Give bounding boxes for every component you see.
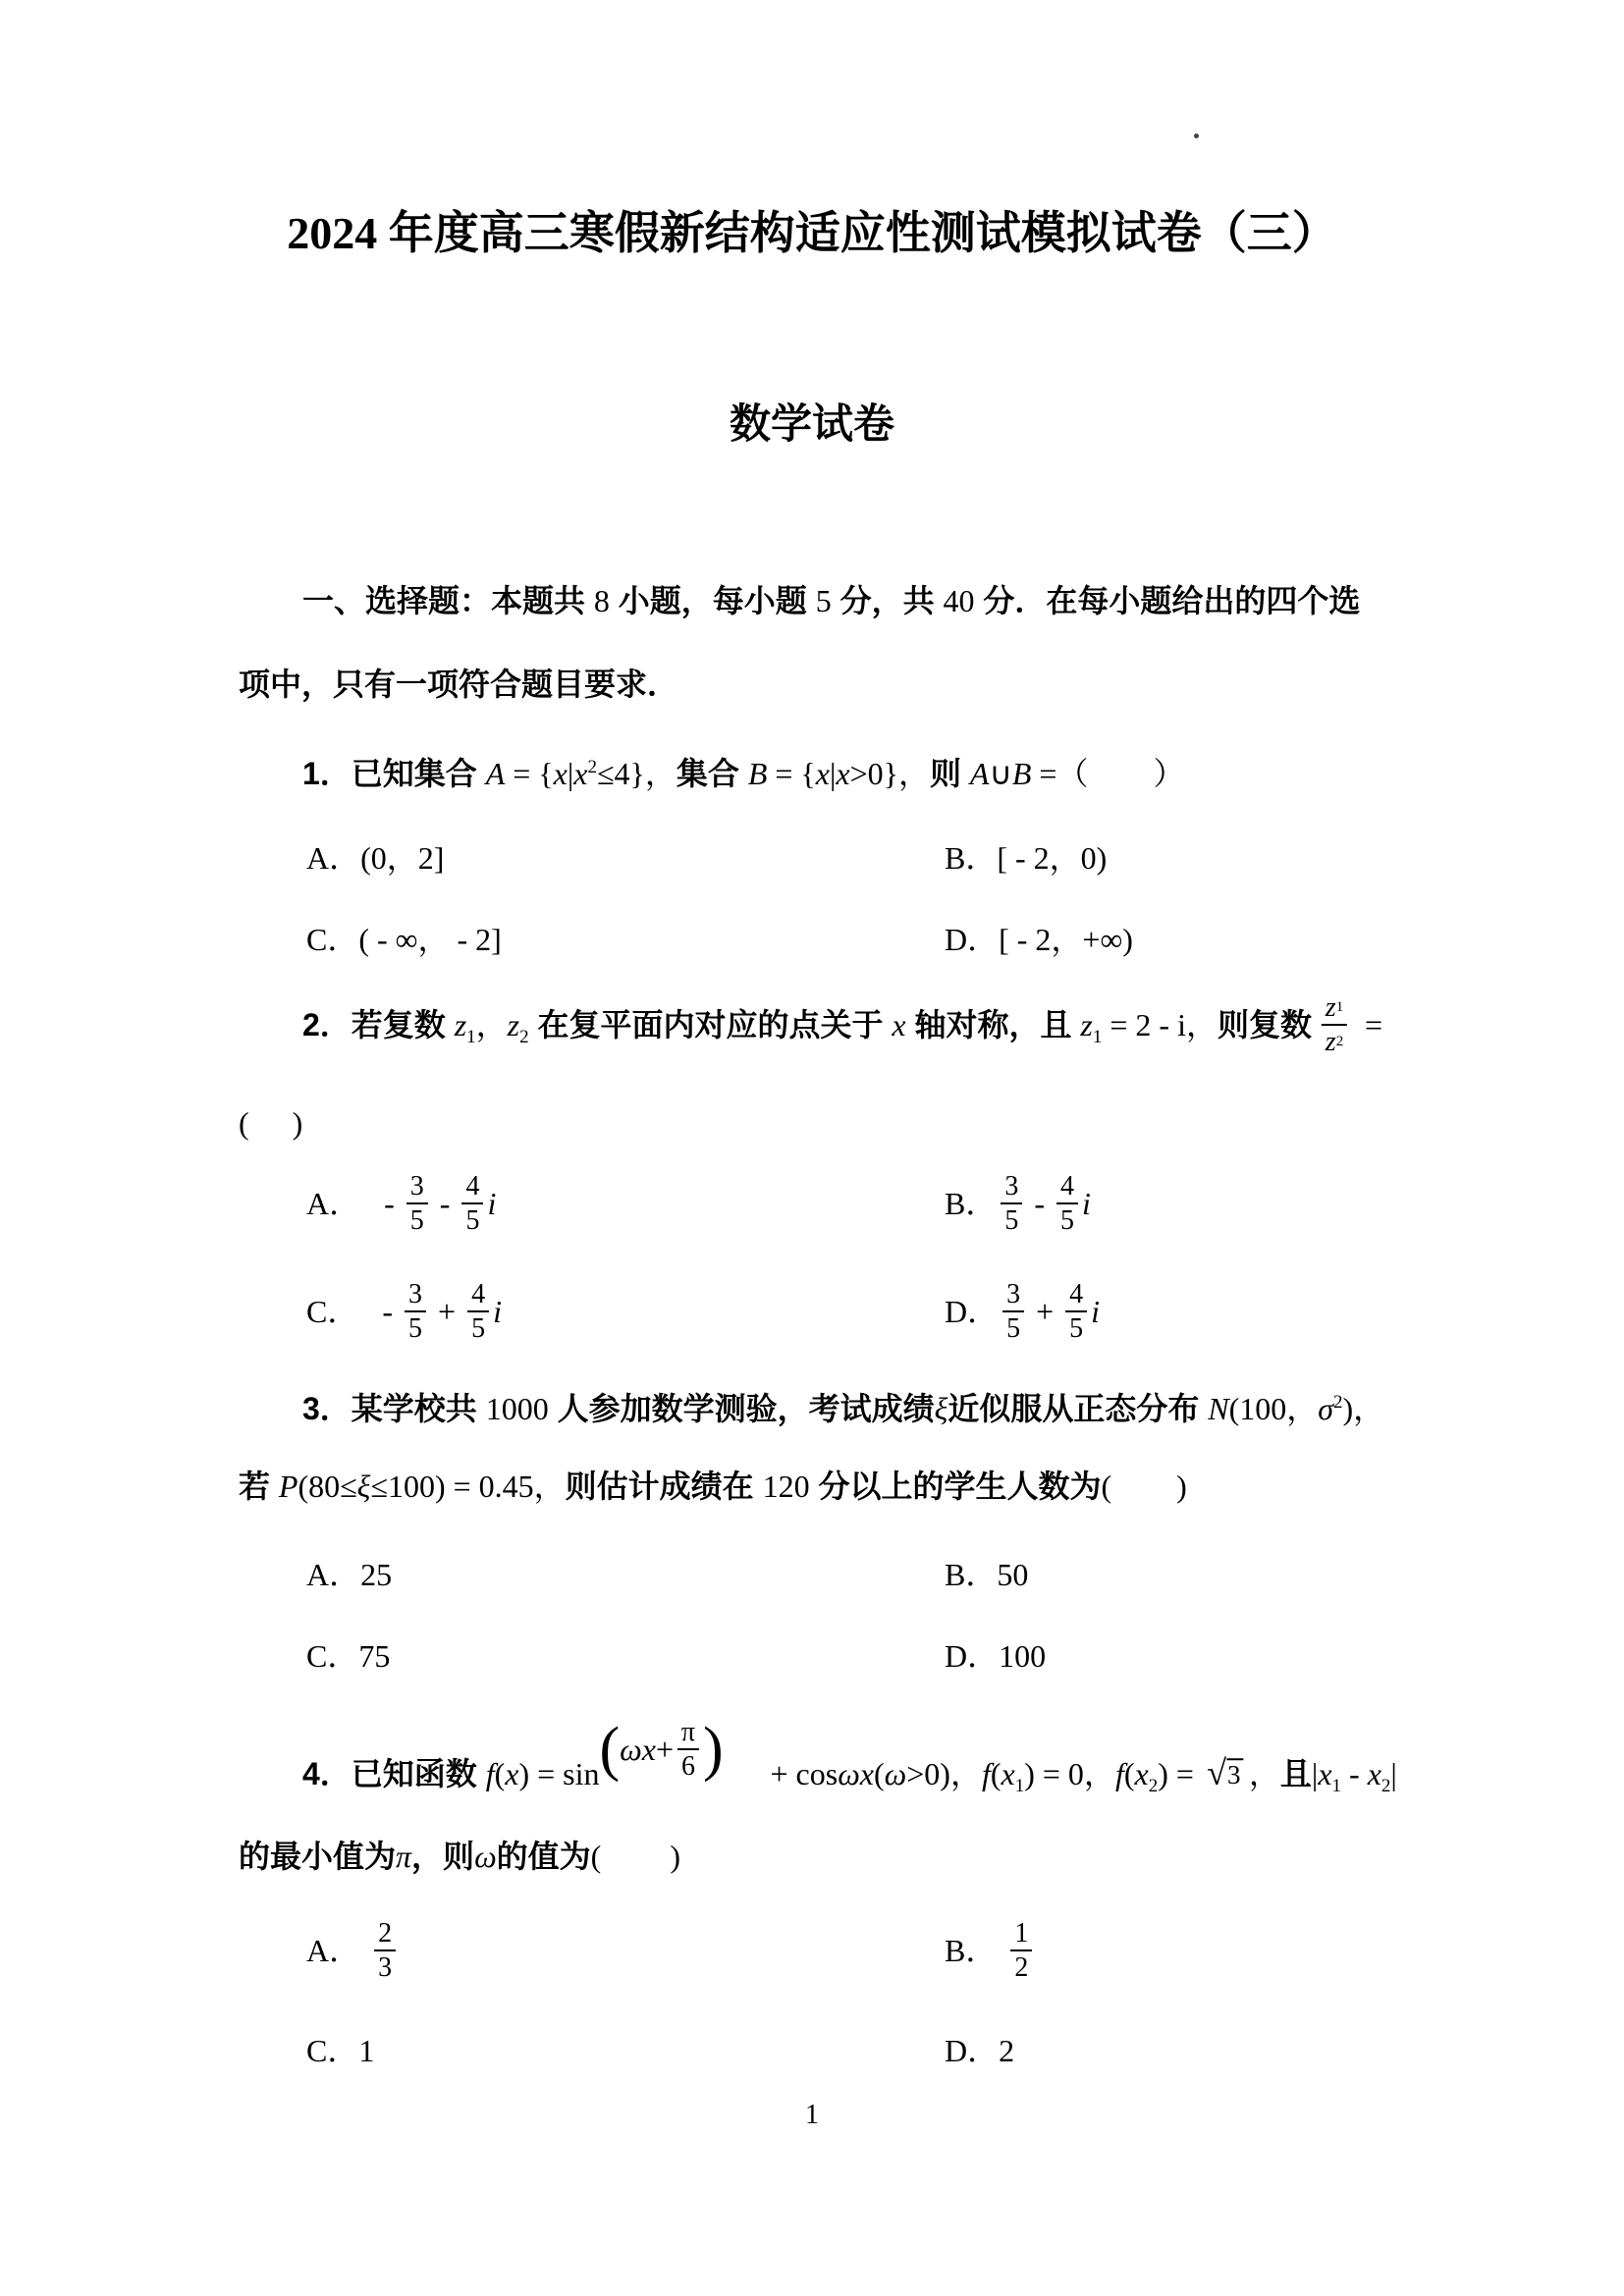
question-3-options-row-1 (0, 1555, 1624, 1594)
math-variable: x (836, 756, 850, 791)
fraction-numerator (1001, 1171, 1022, 1204)
option-2C (306, 1279, 502, 1344)
text-run: 3．某学校共 (302, 1391, 486, 1426)
math-run: ( (494, 1756, 506, 1791)
text-run: 项中，只有一项符合题目要求． (239, 667, 679, 702)
text-run: 则复数 (1217, 1007, 1312, 1042)
math-run: ， (1248, 1756, 1280, 1791)
math-run: =（ (1031, 756, 1089, 791)
subscript: 2 (1380, 1776, 1391, 1796)
fraction (1006, 1918, 1036, 1983)
math-variable: i (1091, 1294, 1101, 1329)
math-run: 120 (762, 1468, 810, 1504)
fraction-stack (1322, 992, 1347, 1057)
math-run: C．( - ∞， - 2] (306, 922, 502, 957)
text-run: 人参加数学测验，考试成绩 (548, 1391, 935, 1426)
fraction-denominator (465, 1204, 479, 1236)
fraction-numerator (1010, 1918, 1032, 1951)
question-3-line-2 (0, 1467, 1624, 1506)
fraction (1053, 1171, 1082, 1236)
exam-subtitle (0, 399, 1624, 450)
math-run: 3 (1004, 1171, 1019, 1201)
option-1B (945, 838, 1107, 878)
text-run: 2．若复数 (302, 1007, 455, 1042)
fraction-denominator (1060, 1204, 1074, 1236)
option-2A (306, 1171, 497, 1236)
subscript: 2 (1335, 1034, 1344, 1049)
math-run: 40 (943, 583, 975, 618)
math-run: + (655, 1732, 674, 1767)
fraction-denominator (681, 1750, 695, 1782)
fraction-numerator (1056, 1171, 1078, 1204)
text-run: 在复平面内对应的点关于 (528, 1007, 893, 1042)
math-run: (100， (1228, 1391, 1319, 1426)
radical-sign-icon: √ (1207, 1753, 1227, 1793)
fraction-denominator (471, 1312, 485, 1344)
math-run: D．2 (945, 2033, 1015, 2068)
math-run: 4 (465, 1171, 480, 1201)
math-run: = { (505, 756, 554, 791)
subscript: 1 (1092, 1027, 1103, 1047)
fraction (674, 1717, 703, 1782)
math-variable: x (505, 1756, 519, 1791)
section-intro-text-1 (302, 581, 1360, 620)
text-run: 数学试卷 (729, 400, 894, 447)
text-run: 4．已知函数 (302, 1756, 486, 1791)
option-3B (945, 1555, 1028, 1594)
math-run: ) (1176, 1468, 1187, 1504)
math-run: - (431, 1186, 459, 1221)
math-run: 3 (409, 1171, 424, 1201)
math-run: - (376, 1186, 403, 1221)
option-4C (306, 2031, 374, 2070)
page-number (0, 2097, 1624, 2132)
option-3C (306, 1636, 390, 1676)
fraction-stack (461, 1171, 483, 1236)
section-intro-text-2 (239, 665, 678, 704)
math-run: = 2 - i， (1102, 1007, 1218, 1042)
math-run: | (1311, 1756, 1319, 1791)
math-run: 8 (593, 583, 610, 618)
text-run: 且 (1279, 1756, 1312, 1791)
option-3D (945, 1636, 1046, 1676)
math-run: - (1341, 1756, 1368, 1791)
fraction (1312, 992, 1357, 1057)
math-variable: i (493, 1294, 502, 1329)
question-4-options-row-2 (0, 2031, 1624, 2070)
text-run: 小题，每小题 (609, 583, 816, 618)
math-run: ( (590, 1839, 602, 1874)
question-2-blank-parens (239, 1103, 302, 1143)
fraction (370, 1918, 400, 1983)
option-3A (306, 1555, 392, 1594)
math-run: 5 (408, 1313, 423, 1344)
math-variable: ωx (838, 1756, 874, 1791)
text-run: 的值为 (496, 1839, 591, 1874)
math-variable: x (892, 1007, 906, 1042)
math-run: 5 (409, 1205, 424, 1236)
text-run: 则估计成绩在 (565, 1468, 763, 1504)
option-4D (945, 2031, 1014, 2070)
math-variable: z (1080, 1007, 1093, 1042)
math-run: >0)， (906, 1756, 982, 1791)
math-variable: z (454, 1007, 467, 1042)
fraction-stack (1001, 1171, 1022, 1236)
question-3-text-1 (302, 1383, 1384, 1428)
math-variable: σ (1318, 1391, 1334, 1426)
math-run: ( (1101, 1468, 1112, 1504)
fraction-stack (1056, 1171, 1078, 1236)
math-run: >0}， (849, 756, 930, 791)
math-variable: f (1114, 1756, 1124, 1791)
math-variable: i (487, 1186, 497, 1221)
math-run: B．[ - 2，0) (945, 840, 1108, 876)
math-run: )， (1342, 1391, 1385, 1426)
math-run: 2 (378, 1918, 393, 1949)
math-variable: i (1082, 1186, 1091, 1221)
math-variable: A (485, 756, 506, 791)
math-run: ) (292, 1105, 303, 1141)
fraction (401, 1279, 430, 1344)
big-paren: ( (599, 1716, 621, 1783)
text-run: ，则 (411, 1839, 475, 1874)
fraction-denominator (378, 1951, 392, 1983)
fraction (1061, 1279, 1091, 1344)
math-run: ) = (1158, 1756, 1202, 1791)
fraction (463, 1279, 493, 1344)
question-2-options-row-1 (0, 1171, 1624, 1236)
fraction-denominator (1326, 1026, 1343, 1057)
fraction (458, 1171, 487, 1236)
option-1D (945, 920, 1133, 959)
section-intro-line-2 (0, 665, 1624, 704)
question-3-text-2 (239, 1467, 1187, 1506)
math-run: C． (306, 1294, 359, 1329)
fraction-stack (467, 1279, 489, 1344)
fraction-numerator (405, 1279, 426, 1312)
fraction-numerator (406, 1171, 428, 1204)
fraction-numerator (1065, 1279, 1087, 1312)
fraction-stack (1010, 1918, 1032, 1983)
question-4-text-2 (239, 1837, 680, 1876)
math-variable: π (396, 1839, 412, 1874)
question-2-text (302, 992, 1383, 1057)
text-run: 分以上的学生人数为 (809, 1468, 1102, 1504)
math-variable: x (573, 756, 588, 791)
math-run: A．25 (306, 1557, 393, 1592)
math-run: = { (767, 756, 816, 791)
math-variable: x (1134, 1756, 1149, 1791)
math-variable: N (1208, 1391, 1229, 1426)
question-2 (0, 992, 1624, 1057)
question-4-text-1 (302, 1716, 1397, 1806)
math-run: + cos (762, 1756, 839, 1791)
math-run: 3 (408, 1279, 423, 1309)
fraction-numerator (1002, 1279, 1024, 1312)
math-variable: z (1325, 1027, 1336, 1057)
fraction-denominator (1069, 1312, 1083, 1344)
math-run: | (567, 756, 574, 791)
math-variable: ω (884, 1756, 907, 1791)
math-run: | (829, 756, 837, 791)
question-1-options-row-2 (0, 920, 1624, 959)
text-run: 年度高三寒假新结构适应性测试模拟试卷（三） (388, 207, 1337, 258)
option-1A (306, 838, 444, 878)
square-root-inner (1207, 1754, 1243, 1791)
option-4A (306, 1918, 400, 1983)
raised-math-group (599, 1716, 763, 1789)
math-run: D． (945, 1294, 1000, 1329)
math-run: 3 (378, 1952, 393, 1983)
fraction-numerator (461, 1171, 483, 1204)
question-1-options-row-1 (0, 838, 1624, 878)
math-run: 1 (805, 2100, 819, 2130)
question-2-options-row-2 (0, 1279, 1624, 1344)
text-run: 轴对称，且 (905, 1007, 1081, 1042)
math-variable: B (747, 756, 768, 791)
question-3-line-1 (0, 1383, 1624, 1426)
question-1-text (302, 748, 1185, 793)
math-run: ) = 0， (1024, 1756, 1115, 1791)
fraction (997, 1171, 1026, 1236)
page-number-text (0, 2097, 1624, 2133)
subscript: 2 (519, 1027, 529, 1047)
math-variable: x (1367, 1756, 1381, 1791)
big-paren: ) (703, 1716, 724, 1783)
text-run: 近似服从正态分布 (947, 1391, 1209, 1426)
math-run: 4 (1060, 1171, 1075, 1201)
fraction (999, 1279, 1028, 1344)
math-variable: ξ (356, 1468, 371, 1504)
math-run: ) (670, 1839, 680, 1874)
math-variable: x (1001, 1756, 1015, 1791)
math-run: ≤100) = 0.45， (370, 1468, 566, 1504)
math-run: B． (945, 1186, 998, 1221)
math-variable: P (278, 1468, 298, 1504)
text-run: 的最小值为 (239, 1839, 397, 1874)
math-run: 2024 (287, 208, 389, 258)
math-run: (80≤ (298, 1468, 357, 1504)
fraction-denominator (408, 1312, 422, 1344)
math-run: C．75 (306, 1638, 391, 1674)
math-run: ∪ (989, 756, 1012, 791)
math-run: 4 (1069, 1279, 1084, 1309)
fraction-numerator (677, 1717, 699, 1750)
math-run: 2 (1014, 1952, 1029, 1983)
math-variable: A (969, 756, 990, 791)
superscript: 2 (587, 757, 597, 777)
math-run: 5 (1006, 1313, 1021, 1344)
subscript: 2 (1148, 1776, 1159, 1796)
math-run: + (430, 1294, 464, 1329)
question-2-answer-blank (0, 1103, 1624, 1143)
fraction-denominator (1014, 1951, 1028, 1983)
fraction-denominator (1006, 1312, 1020, 1344)
math-run: 4 (471, 1279, 486, 1309)
math-run: A．(0，2] (306, 840, 445, 876)
fraction-stack (1065, 1279, 1087, 1344)
math-run: ， (475, 1007, 508, 1042)
math-run: B．50 (945, 1557, 1029, 1592)
text-run: 分．在每小题给出的四个选 (974, 583, 1361, 618)
math-run: - (374, 1294, 402, 1329)
math-run: 3 (1006, 1279, 1021, 1309)
fraction-numerator (1322, 992, 1347, 1026)
math-run: π (680, 1717, 696, 1747)
exam-subtitle-text (0, 399, 1624, 450)
question-4-line-1 (0, 1716, 1624, 1796)
text-run: 一、选择题：本题共 (302, 583, 594, 618)
text-run: 1．已知集合 (302, 756, 486, 791)
math-run: - (1026, 1186, 1054, 1221)
math-run: ( (874, 1756, 885, 1791)
option-1C (306, 920, 502, 959)
math-run: 5 (815, 583, 832, 618)
math-run: 5 (1069, 1313, 1084, 1344)
exam-title-text (0, 205, 1624, 261)
math-run: ( (1123, 1756, 1135, 1791)
fraction-denominator (410, 1204, 424, 1236)
fraction-numerator (374, 1918, 396, 1951)
math-run: ( (990, 1756, 1001, 1791)
math-variable: f (981, 1756, 991, 1791)
math-variable: x (1318, 1756, 1332, 1791)
math-run: + (1028, 1294, 1062, 1329)
math-run: ） (1153, 756, 1185, 791)
fraction-stack (1002, 1279, 1024, 1344)
math-variable: ωx (620, 1732, 656, 1767)
option-2D (945, 1279, 1101, 1344)
math-variable: z (507, 1007, 520, 1042)
stray-ink-dot (1194, 133, 1199, 138)
math-run: D．100 (945, 1638, 1047, 1674)
math-run: ( (239, 1105, 249, 1141)
question-4-line-2 (0, 1837, 1624, 1876)
option-4B (945, 1918, 1036, 1983)
text-run: 若 (239, 1468, 279, 1504)
math-run: B． (945, 1933, 998, 1968)
fraction-stack (405, 1279, 426, 1344)
fraction-stack (406, 1171, 428, 1236)
math-run: 1 (1014, 1918, 1029, 1949)
math-variable: x (553, 756, 568, 791)
section-intro-line-1 (0, 581, 1624, 620)
math-run: 5 (471, 1313, 486, 1344)
text-run: 则 (930, 756, 970, 791)
text-run: 分，共 (831, 583, 944, 618)
math-variable: x (815, 756, 830, 791)
radicand: 3 (1226, 1758, 1244, 1789)
fraction-stack (677, 1717, 699, 1782)
square-root (1202, 1753, 1249, 1793)
subscript: 1 (466, 1027, 476, 1047)
question-3-options-row-2 (0, 1636, 1624, 1676)
math-variable: ω (474, 1839, 497, 1874)
subscript: 1 (1335, 999, 1344, 1015)
math-run: 6 (680, 1751, 695, 1782)
math-run: = (1357, 1007, 1383, 1042)
text-run: 集合 (676, 756, 748, 791)
raised-math-inner (599, 1716, 724, 1783)
math-variable: B (1011, 756, 1032, 791)
math-run: C．1 (306, 2033, 375, 2068)
math-run: A． (306, 1186, 361, 1221)
math-run: ≤4}， (596, 756, 677, 791)
math-run: ) = sin (518, 1756, 600, 1791)
math-run: A． (306, 1933, 361, 1968)
fraction-stack (374, 1918, 396, 1983)
question-4-options-row-1 (0, 1918, 1624, 1983)
math-run: D．[ - 2，+∞) (945, 922, 1133, 957)
fraction-denominator (1004, 1204, 1018, 1236)
math-variable: ξ (934, 1391, 948, 1426)
exam-title (0, 205, 1624, 260)
subscript: 1 (1014, 1776, 1025, 1796)
math-run: | (1390, 1756, 1397, 1791)
math-run: 1000 (485, 1391, 549, 1426)
question-1 (0, 748, 1624, 791)
math-run: 5 (1004, 1205, 1019, 1236)
superscript: 2 (1333, 1392, 1343, 1413)
option-2B (945, 1171, 1091, 1236)
fraction-numerator (467, 1279, 489, 1312)
math-run: 5 (1060, 1205, 1075, 1236)
math-variable: z (1325, 992, 1336, 1023)
fraction (403, 1171, 432, 1236)
subscript: 1 (1331, 1776, 1342, 1796)
math-variable: f (485, 1756, 495, 1791)
math-run: 5 (465, 1205, 480, 1236)
